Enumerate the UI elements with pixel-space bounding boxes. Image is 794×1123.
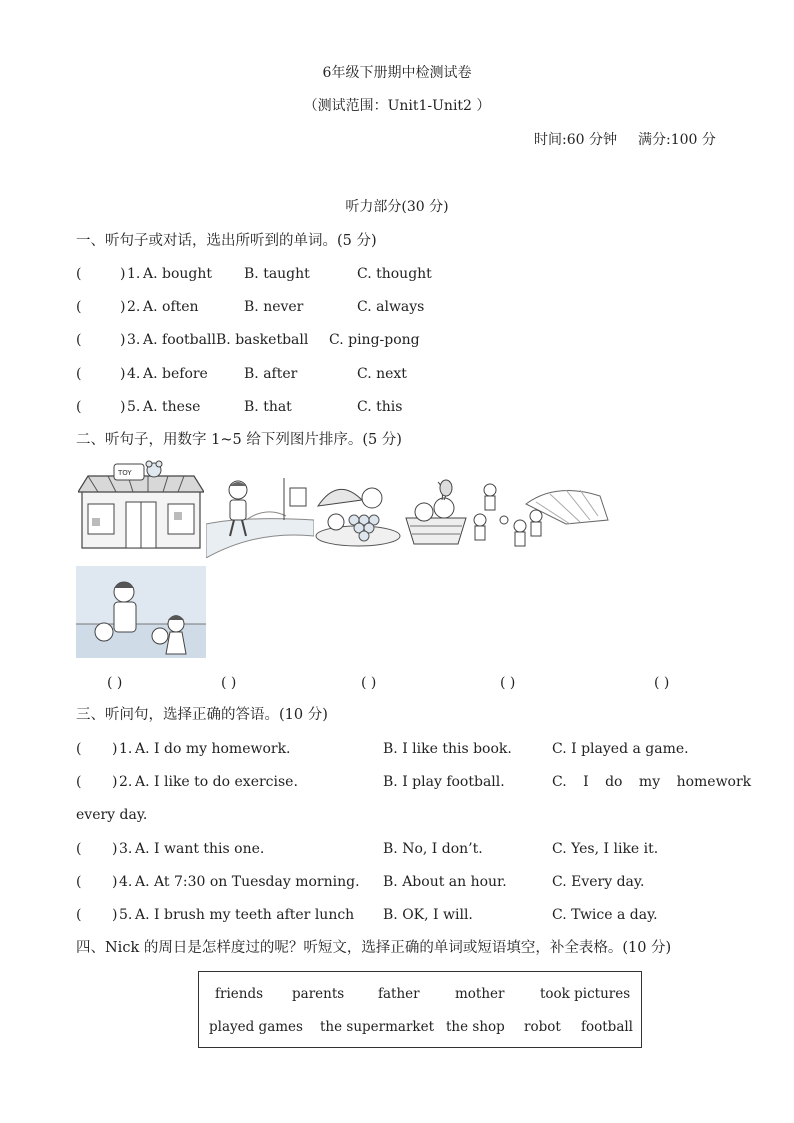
option-b: B. that <box>244 399 292 415</box>
answer-blank[interactable]: ( <box>76 874 82 890</box>
answer-blank[interactable]: ( <box>76 774 82 790</box>
option-b: B. I like this book. <box>383 741 512 757</box>
option-c: C. next <box>357 366 407 382</box>
answer-blank[interactable]: ( <box>76 399 82 415</box>
option-a: A. football <box>143 332 216 348</box>
question-number: 4. <box>119 874 133 890</box>
option-b: B. I play football. <box>383 774 505 790</box>
toy-shop-picture <box>78 460 204 550</box>
word-bank-item: friends <box>215 986 264 1002</box>
option-c: C. thought <box>357 266 432 282</box>
option-a: A. these <box>143 399 201 415</box>
question-number: 2. <box>127 299 141 315</box>
question-number: 4. <box>127 366 141 382</box>
option-a: A. often <box>143 299 199 315</box>
fruit-plate-picture <box>314 476 402 550</box>
svg-text:TOY: TOY <box>118 469 132 477</box>
option-c: C. Yes, I like it. <box>552 841 659 857</box>
picture-order-blank[interactable]: ( ) <box>221 675 237 691</box>
answer-blank[interactable]: ( <box>76 299 82 315</box>
kids-football-picture <box>470 480 610 554</box>
option-b: B. taught <box>244 266 310 282</box>
word-bank-item: father <box>378 986 420 1002</box>
word-bank-item: the supermarket <box>320 1019 435 1035</box>
question-number: 3. <box>127 332 141 348</box>
word-bank-item: the shop <box>446 1019 505 1035</box>
option-a: A. before <box>143 366 208 382</box>
exam-title: 6年级下册期中检测试卷 <box>322 65 472 81</box>
picture-order-blank[interactable]: ( ) <box>361 675 377 691</box>
fruit-basket-picture <box>404 478 468 550</box>
exam-scope: （测试范围：Unit1-Unit2 ） <box>303 98 491 114</box>
picture-order-blank[interactable]: ( ) <box>107 675 123 691</box>
section3-heading: 三、听问句，选择正确的答语。(10 分) <box>76 707 328 723</box>
option-a: A. I want this one. <box>135 841 265 857</box>
exam-time: 时间:60 分钟 <box>534 132 617 148</box>
question-number: 2. <box>119 774 133 790</box>
word-bank-item: took pictures <box>540 986 631 1002</box>
option-c: C. I do my homework <box>552 774 752 790</box>
word-bank-item: mother <box>455 986 505 1002</box>
option-b: B. OK, I will. <box>383 907 473 923</box>
question-number: 1. <box>127 266 141 282</box>
question-number: 1. <box>119 741 133 757</box>
option-b: B. after <box>244 366 298 382</box>
option-a: A. bought <box>143 266 213 282</box>
boy-walking-picture <box>206 476 314 558</box>
answer-blank[interactable]: ( <box>76 841 82 857</box>
listening-part-title: 听力部分(30 分) <box>345 199 449 215</box>
option-a: A. I like to do exercise. <box>135 774 298 790</box>
word-bank-item: played games <box>209 1019 303 1035</box>
option-a: A. At 7:30 on Tuesday morning. <box>135 874 360 890</box>
mother-daughter-dishes-picture <box>76 566 206 658</box>
answer-blank[interactable]: ( <box>76 741 82 757</box>
option-c: C. always <box>357 299 425 315</box>
option-a: A. I brush my teeth after lunch <box>135 907 355 923</box>
answer-blank[interactable]: ( <box>76 332 82 348</box>
option-c: C. Twice a day. <box>552 907 658 923</box>
option-a: A. I do my homework. <box>135 741 291 757</box>
option-c: C. I played a game. <box>552 741 689 757</box>
question-number: 5. <box>127 399 141 415</box>
option-b: B. basketball <box>216 332 309 348</box>
section2-heading: 二、听句子，用数字 1~5 给下列图片排序。(5 分) <box>76 432 402 448</box>
question-number: 3. <box>119 841 133 857</box>
word-bank-item: robot <box>524 1019 561 1035</box>
section4-heading: 四、Nick 的周日是怎样度过的呢？听短文，选择正确的单词或短语填空，补全表格。(10 分) <box>76 940 672 956</box>
exam-score: 满分:100 分 <box>638 132 716 148</box>
option-c: C. Every day. <box>552 874 645 890</box>
picture-order-blank[interactable]: ( ) <box>654 675 670 691</box>
answer-blank[interactable]: ( <box>76 366 82 382</box>
word-bank-box <box>198 971 642 1048</box>
option-b: B. About an hour. <box>383 874 507 890</box>
section1-heading: 一、听句子或对话，选出所听到的单词。(5 分) <box>76 233 377 249</box>
option-c-continuation: every day. <box>76 807 148 823</box>
word-bank-item: football <box>581 1019 634 1035</box>
option-c: C. this <box>357 399 403 415</box>
answer-blank[interactable]: ( <box>76 266 82 282</box>
option-b: B. No, I don’t. <box>383 841 483 857</box>
word-bank-item: parents <box>292 986 345 1002</box>
picture-order-blank[interactable]: ( ) <box>500 675 516 691</box>
option-c: C. ping-pong <box>329 332 420 348</box>
option-b: B. never <box>244 299 304 315</box>
question-number: 5. <box>119 907 133 923</box>
answer-blank[interactable]: ( <box>76 907 82 923</box>
